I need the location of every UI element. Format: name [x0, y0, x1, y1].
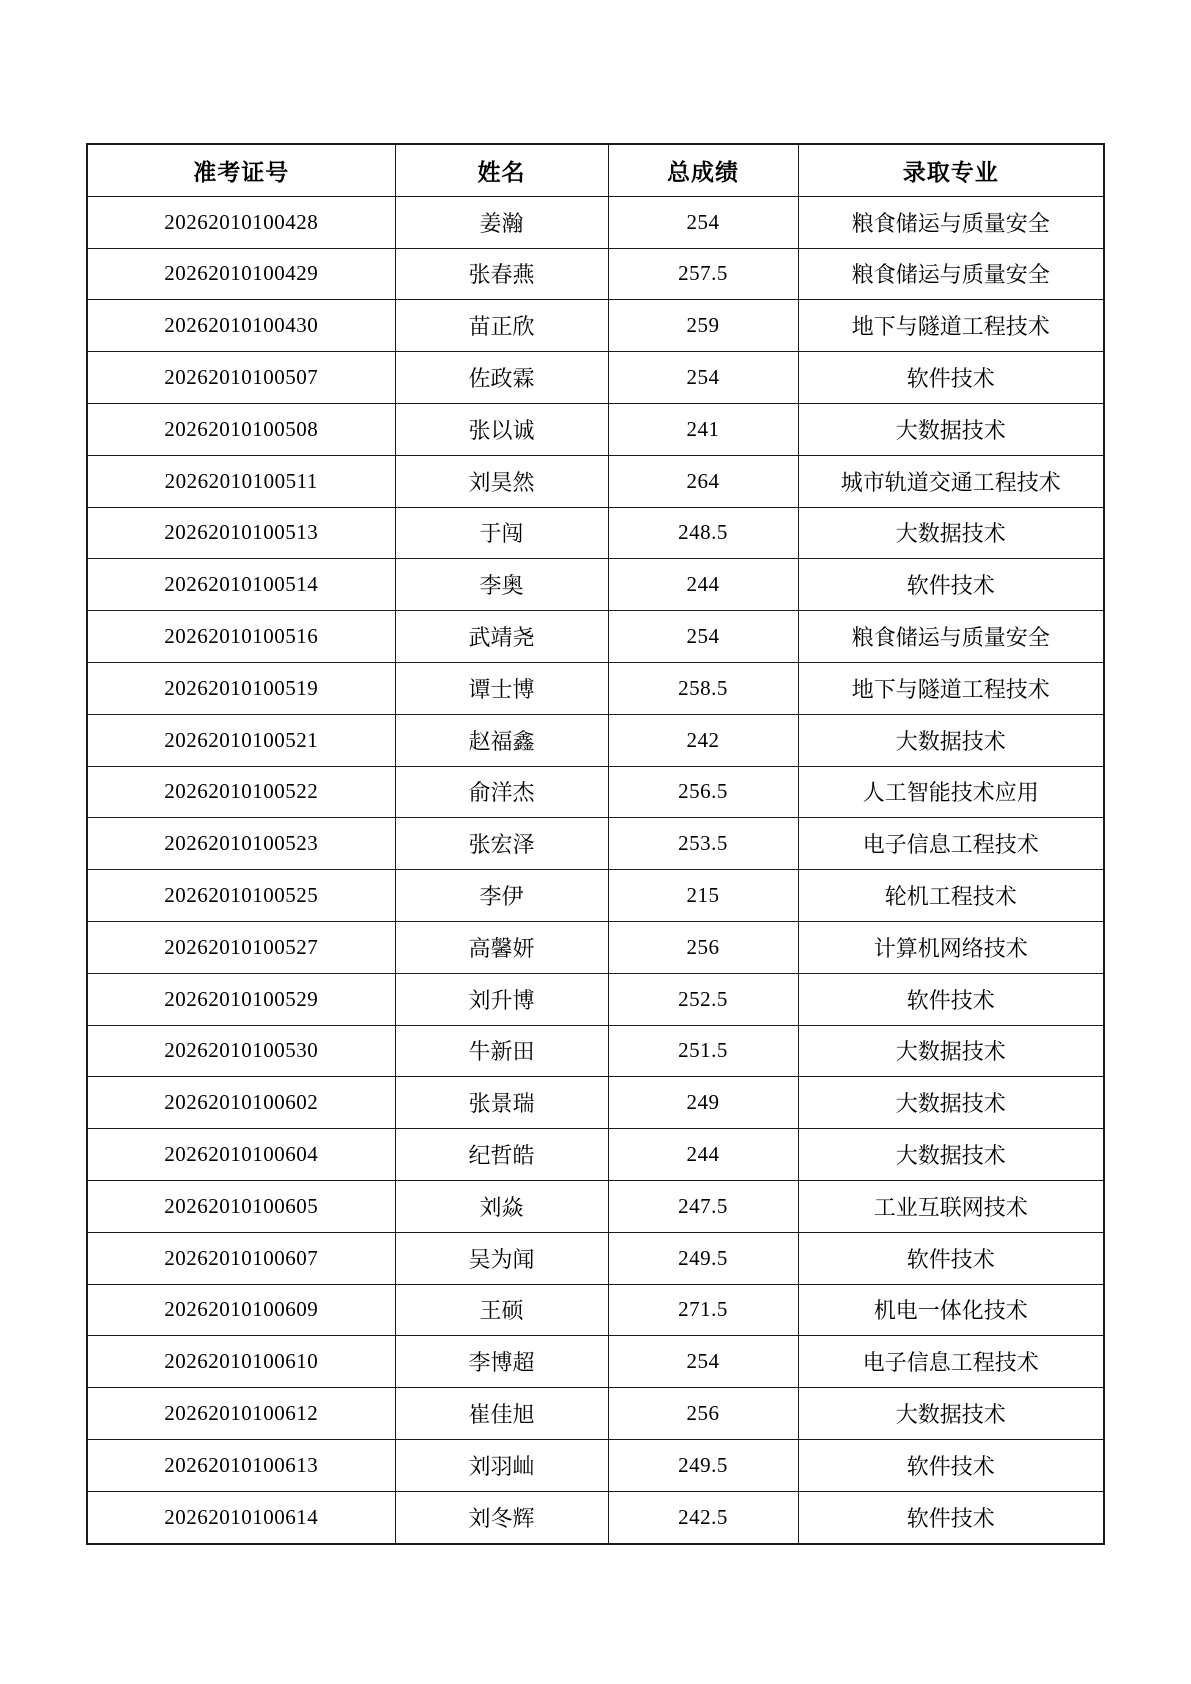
cell-total-score: 264 — [608, 455, 798, 507]
table-row — [87, 248, 1104, 300]
table-header-row — [87, 144, 1104, 196]
table-row — [87, 1180, 1104, 1232]
cell-ticket-number: 20262010100525 — [87, 870, 395, 922]
table-row — [87, 1129, 1104, 1181]
cell-total-score: 241 — [608, 403, 798, 455]
cell-total-score: 257.5 — [608, 248, 798, 300]
cell-ticket-number: 20262010100521 — [87, 714, 395, 766]
cell-student-name: 张春燕 — [395, 248, 608, 300]
table-row — [87, 507, 1104, 559]
cell-admitted-major: 软件技术 — [798, 1491, 1104, 1543]
cell-student-name: 苗正欣 — [395, 300, 608, 352]
cell-admitted-major: 大数据技术 — [798, 1077, 1104, 1129]
cell-total-score: 249.5 — [608, 1232, 798, 1284]
table-row — [87, 1388, 1104, 1440]
table-row — [87, 559, 1104, 611]
cell-admitted-major: 粮食储运与质量安全 — [798, 248, 1104, 300]
cell-student-name: 张以诚 — [395, 403, 608, 455]
table-row — [87, 1284, 1104, 1336]
cell-ticket-number: 20262010100529 — [87, 973, 395, 1025]
column-header-admitted-major: 录取专业 — [798, 144, 1104, 196]
cell-student-name: 赵福鑫 — [395, 714, 608, 766]
cell-student-name: 谭士博 — [395, 662, 608, 714]
cell-student-name: 刘焱 — [395, 1180, 608, 1232]
cell-admitted-major: 机电一体化技术 — [798, 1284, 1104, 1336]
cell-total-score: 249 — [608, 1077, 798, 1129]
cell-student-name: 李奥 — [395, 559, 608, 611]
cell-total-score: 244 — [608, 1129, 798, 1181]
cell-admitted-major: 地下与隧道工程技术 — [798, 662, 1104, 714]
cell-admitted-major: 软件技术 — [798, 352, 1104, 404]
cell-ticket-number: 20262010100609 — [87, 1284, 395, 1336]
cell-total-score: 247.5 — [608, 1180, 798, 1232]
cell-ticket-number: 20262010100613 — [87, 1439, 395, 1491]
cell-ticket-number: 20262010100429 — [87, 248, 395, 300]
admission-results-table — [86, 143, 1105, 1545]
cell-admitted-major: 软件技术 — [798, 1232, 1104, 1284]
cell-total-score: 271.5 — [608, 1284, 798, 1336]
cell-total-score: 254 — [608, 1336, 798, 1388]
cell-student-name: 刘升博 — [395, 973, 608, 1025]
cell-total-score: 248.5 — [608, 507, 798, 559]
cell-admitted-major: 电子信息工程技术 — [798, 1336, 1104, 1388]
table-row — [87, 818, 1104, 870]
cell-ticket-number: 20262010100530 — [87, 1025, 395, 1077]
table-body — [87, 196, 1104, 1543]
cell-student-name: 俞洋杰 — [395, 766, 608, 818]
table-row — [87, 1025, 1104, 1077]
cell-student-name: 姜瀚 — [395, 196, 608, 248]
table-row — [87, 662, 1104, 714]
table-row — [87, 714, 1104, 766]
table-row — [87, 611, 1104, 663]
cell-ticket-number: 20262010100513 — [87, 507, 395, 559]
cell-admitted-major: 大数据技术 — [798, 714, 1104, 766]
cell-admitted-major: 大数据技术 — [798, 1025, 1104, 1077]
cell-ticket-number: 20262010100610 — [87, 1336, 395, 1388]
cell-total-score: 242 — [608, 714, 798, 766]
cell-ticket-number: 20262010100430 — [87, 300, 395, 352]
cell-admitted-major: 工业互联网技术 — [798, 1180, 1104, 1232]
cell-student-name: 武靖尧 — [395, 611, 608, 663]
cell-admitted-major: 软件技术 — [798, 559, 1104, 611]
cell-admitted-major: 计算机网络技术 — [798, 921, 1104, 973]
table-row — [87, 921, 1104, 973]
cell-student-name: 刘冬辉 — [395, 1491, 608, 1543]
cell-student-name: 纪哲皓 — [395, 1129, 608, 1181]
cell-student-name: 吴为闻 — [395, 1232, 608, 1284]
cell-ticket-number: 20262010100602 — [87, 1077, 395, 1129]
cell-admitted-major: 大数据技术 — [798, 507, 1104, 559]
table-row — [87, 455, 1104, 507]
cell-ticket-number: 20262010100519 — [87, 662, 395, 714]
cell-student-name: 刘羽屾 — [395, 1439, 608, 1491]
cell-admitted-major: 软件技术 — [798, 1439, 1104, 1491]
cell-total-score: 254 — [608, 196, 798, 248]
table-row — [87, 1232, 1104, 1284]
cell-total-score: 256 — [608, 921, 798, 973]
cell-admitted-major: 粮食储运与质量安全 — [798, 196, 1104, 248]
cell-ticket-number: 20262010100605 — [87, 1180, 395, 1232]
table-row — [87, 1439, 1104, 1491]
cell-ticket-number: 20262010100612 — [87, 1388, 395, 1440]
cell-total-score: 244 — [608, 559, 798, 611]
cell-total-score: 256.5 — [608, 766, 798, 818]
cell-ticket-number: 20262010100604 — [87, 1129, 395, 1181]
table-row — [87, 973, 1104, 1025]
admission-results-sheet — [86, 143, 1105, 1545]
column-header-total-score: 总成绩 — [608, 144, 798, 196]
cell-admitted-major: 地下与隧道工程技术 — [798, 300, 1104, 352]
cell-student-name: 李博超 — [395, 1336, 608, 1388]
cell-admitted-major: 粮食储运与质量安全 — [798, 611, 1104, 663]
cell-student-name: 于闯 — [395, 507, 608, 559]
cell-student-name: 张景瑞 — [395, 1077, 608, 1129]
column-header-name: 姓名 — [395, 144, 608, 196]
cell-student-name: 张宏泽 — [395, 818, 608, 870]
cell-total-score: 256 — [608, 1388, 798, 1440]
table-header — [87, 144, 1104, 196]
table-row — [87, 766, 1104, 818]
cell-ticket-number: 20262010100508 — [87, 403, 395, 455]
cell-student-name: 牛新田 — [395, 1025, 608, 1077]
cell-total-score: 249.5 — [608, 1439, 798, 1491]
cell-student-name: 刘昊然 — [395, 455, 608, 507]
cell-admitted-major: 电子信息工程技术 — [798, 818, 1104, 870]
column-header-ticket-number: 准考证号 — [87, 144, 395, 196]
table-row — [87, 352, 1104, 404]
cell-total-score: 215 — [608, 870, 798, 922]
cell-total-score: 242.5 — [608, 1491, 798, 1543]
cell-ticket-number: 20262010100428 — [87, 196, 395, 248]
cell-total-score: 254 — [608, 611, 798, 663]
cell-admitted-major: 软件技术 — [798, 973, 1104, 1025]
cell-ticket-number: 20262010100507 — [87, 352, 395, 404]
cell-ticket-number: 20262010100523 — [87, 818, 395, 870]
cell-student-name: 高馨妍 — [395, 921, 608, 973]
cell-total-score: 258.5 — [608, 662, 798, 714]
cell-total-score: 254 — [608, 352, 798, 404]
table-row — [87, 1336, 1104, 1388]
table-row — [87, 1491, 1104, 1543]
table-row — [87, 870, 1104, 922]
cell-admitted-major: 大数据技术 — [798, 1129, 1104, 1181]
cell-student-name: 崔佳旭 — [395, 1388, 608, 1440]
cell-student-name: 李伊 — [395, 870, 608, 922]
table-row — [87, 1077, 1104, 1129]
cell-total-score: 259 — [608, 300, 798, 352]
table-row — [87, 403, 1104, 455]
cell-student-name: 王硕 — [395, 1284, 608, 1336]
cell-ticket-number: 20262010100522 — [87, 766, 395, 818]
cell-ticket-number: 20262010100614 — [87, 1491, 395, 1543]
cell-ticket-number: 20262010100516 — [87, 611, 395, 663]
table-row — [87, 300, 1104, 352]
cell-admitted-major: 轮机工程技术 — [798, 870, 1104, 922]
cell-admitted-major: 城市轨道交通工程技术 — [798, 455, 1104, 507]
cell-admitted-major: 大数据技术 — [798, 403, 1104, 455]
cell-admitted-major: 大数据技术 — [798, 1388, 1104, 1440]
cell-ticket-number: 20262010100511 — [87, 455, 395, 507]
cell-ticket-number: 20262010100514 — [87, 559, 395, 611]
cell-total-score: 253.5 — [608, 818, 798, 870]
cell-ticket-number: 20262010100527 — [87, 921, 395, 973]
cell-total-score: 251.5 — [608, 1025, 798, 1077]
cell-ticket-number: 20262010100607 — [87, 1232, 395, 1284]
cell-total-score: 252.5 — [608, 973, 798, 1025]
table-row — [87, 196, 1104, 248]
cell-admitted-major: 人工智能技术应用 — [798, 766, 1104, 818]
cell-student-name: 佐政霖 — [395, 352, 608, 404]
